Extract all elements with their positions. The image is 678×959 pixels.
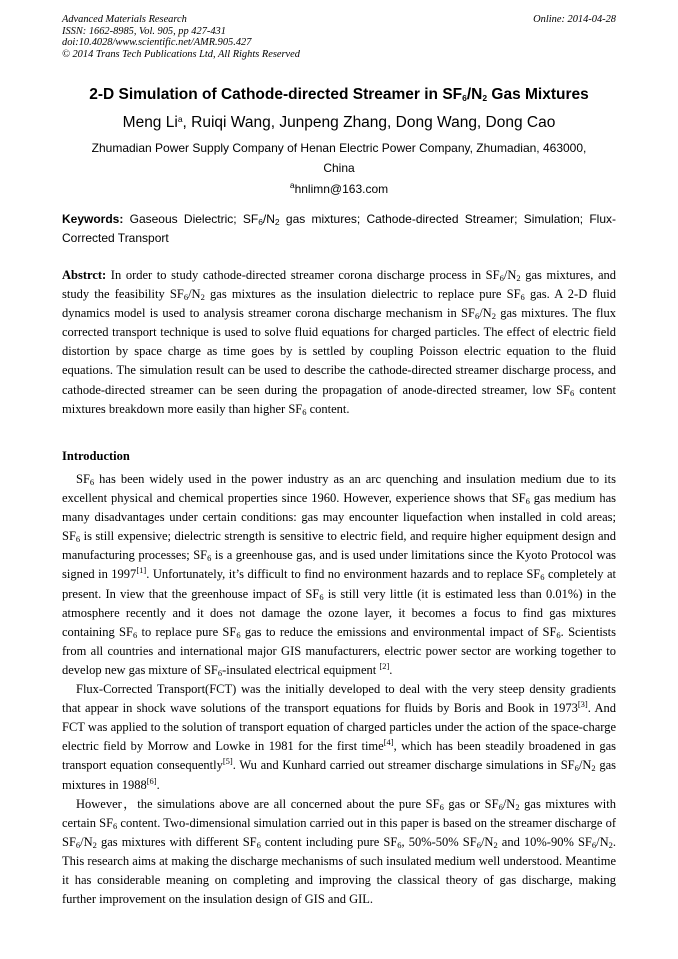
journal-name: Advanced Materials Research	[62, 14, 187, 25]
intro-paragraph-1: $SF_6$ has been widely used in the power industry as an arc quenching and insulation medium due to its excellent physical and chemical properties since 1960. However, experience shows that $SF_6$ gas medium has many disadvantages under certain conditions: gas may encounter liquefaction when installed in cold areas; $SF_6$ is still expensive; dielectric strength is sensitive to electric field, and require higher equipment design and manufacturing processes; $SF_6$ is a greenhouse gas, and is used under limitations since the Kyoto Protocol was signed in 1997[1]. Unfortunately, it’s difficult to find no environment hazards and to replace $SF_6$ completely at present. In view that the greenhouse impact of $SF_6$ is still very little (it is estimated less than 0.01%) in the atmosphere recently and it does not damage the ozone layer, it becomes a focus to find gas mixtures containing $SF_6$ to replace pure $SF_6$ gas to reduce the emissions and environmental impact of $SF_6$. Scientists from all countries and international major GIS manufacturers, electric power sector are working together to develop new gas mixture of $SF_6$-insulated electrical equipment [2].	[62, 472, 617, 678]
citation-ref: [2]	[379, 660, 390, 671]
citation-ref: [3]	[577, 699, 588, 710]
intro-paragraph-3: However，the simulations above are all concerned about the pure $SF_6$ gas or $SF_6/N_2$ gas mixtures with certain $SF_6$ content. Two-dimensional simulation carried out in this paper is based on the streamer discharge of $SF_6/N_2$ gas mixtures with different $SF_6$ content including pure $SF_6$, 50%-50% $SF_6/N_2$ and 10%-90% $SF_6/N_2$. This research aims at making the discharge mechanisms of such insulated medium well understood. Meantime it has considerable meaning on completing and improving the classical theory of gas discharge, making further improvement on the insulation design of GIS and GIL.	[62, 796, 616, 907]
issn-line: ISSN: 1662-8985, Vol. 905, pp 427-431	[62, 25, 226, 37]
citation-ref: [6]	[146, 775, 157, 786]
online-date: Online: 2014-04-28	[533, 14, 616, 25]
copyright-line: © 2014 Trans Tech Publications Ltd, All Rights Reserved	[62, 48, 300, 60]
journal-header	[62, 14, 616, 60]
affiliation: Zhumadian Power Supply Company of Henan Electric Power Company, Zhumadian, 463000, China	[91, 141, 587, 175]
citation-ref: [1]	[136, 565, 147, 576]
keywords: Keywords: Gaseous Dielectric; $SF_6/N_2$ gas mixtures; Cathode-directed Streamer; Simulation; Flux-Corrected Transport	[62, 212, 616, 245]
author-email: $^a$hnlimn@163.com	[289, 180, 389, 196]
paper-title: 2-D Simulation of Cathode-directed Streamer in $SF_6/N_2$ Gas Mixtures	[89, 86, 589, 103]
introduction-heading: Introduction	[62, 449, 130, 463]
abstract: Abstrct: In order to study cathode-directed streamer corona discharge process in $SF_6/N_2$ gas mixtures, and study the feasibility $SF_6/N_2$ gas mixtures as the insulation dielectric to replace pure $SF_6$ gas. A 2-D fluid dynamics model is used to analysis streamer corona discharge mechanism in $SF_6/N_2$ gas mixtures. The flux corrected transport technique is used to solve fluid equations for charged particles. The effect of electric field distortion by space charge as time goes by is settled by coupling Poisson electric equation to the fluid equations. The simulation result can be used to describe the cathode-directed streamer discharge process, and cathode-directed streamer can be seen during the propagation of anode-directed streamer, low $SF_6$ content mixtures breakdown more easily than higher $SF_6$ content.	[62, 268, 617, 417]
introduction-body	[62, 470, 616, 909]
intro-paragraph-2: Flux-Corrected Transport(FCT) was the initially developed to deal with the very steep density gradients that appear in shock wave solutions of the transport equations for fluids by Boris and Book in 1973[3]. And FCT was applied to the solution of transport equation of charged particles under the action of the space-charge electric field by Morrow and Lowke in 1981 for the first time[4], which has been steadily broadened in gas transport equation consequently[5]. Wu and Kunhard carried out streamer discharge simulations in $SF_6/N_2$ gas mixtures in 1988[6].	[62, 682, 617, 792]
keywords-label: Keywords:	[62, 212, 124, 226]
author-list: Meng Li$^a$, Ruiqi Wang, Junpeng Zhang, Dong Wang, Dong Cao	[122, 114, 556, 131]
citation-ref: [5]	[222, 756, 233, 767]
doi-line: doi:10.4028/www.scientific.net/AMR.905.427	[62, 37, 252, 49]
abstract-label: Abstrct:	[62, 268, 107, 282]
citation-ref: [4]	[383, 737, 394, 748]
